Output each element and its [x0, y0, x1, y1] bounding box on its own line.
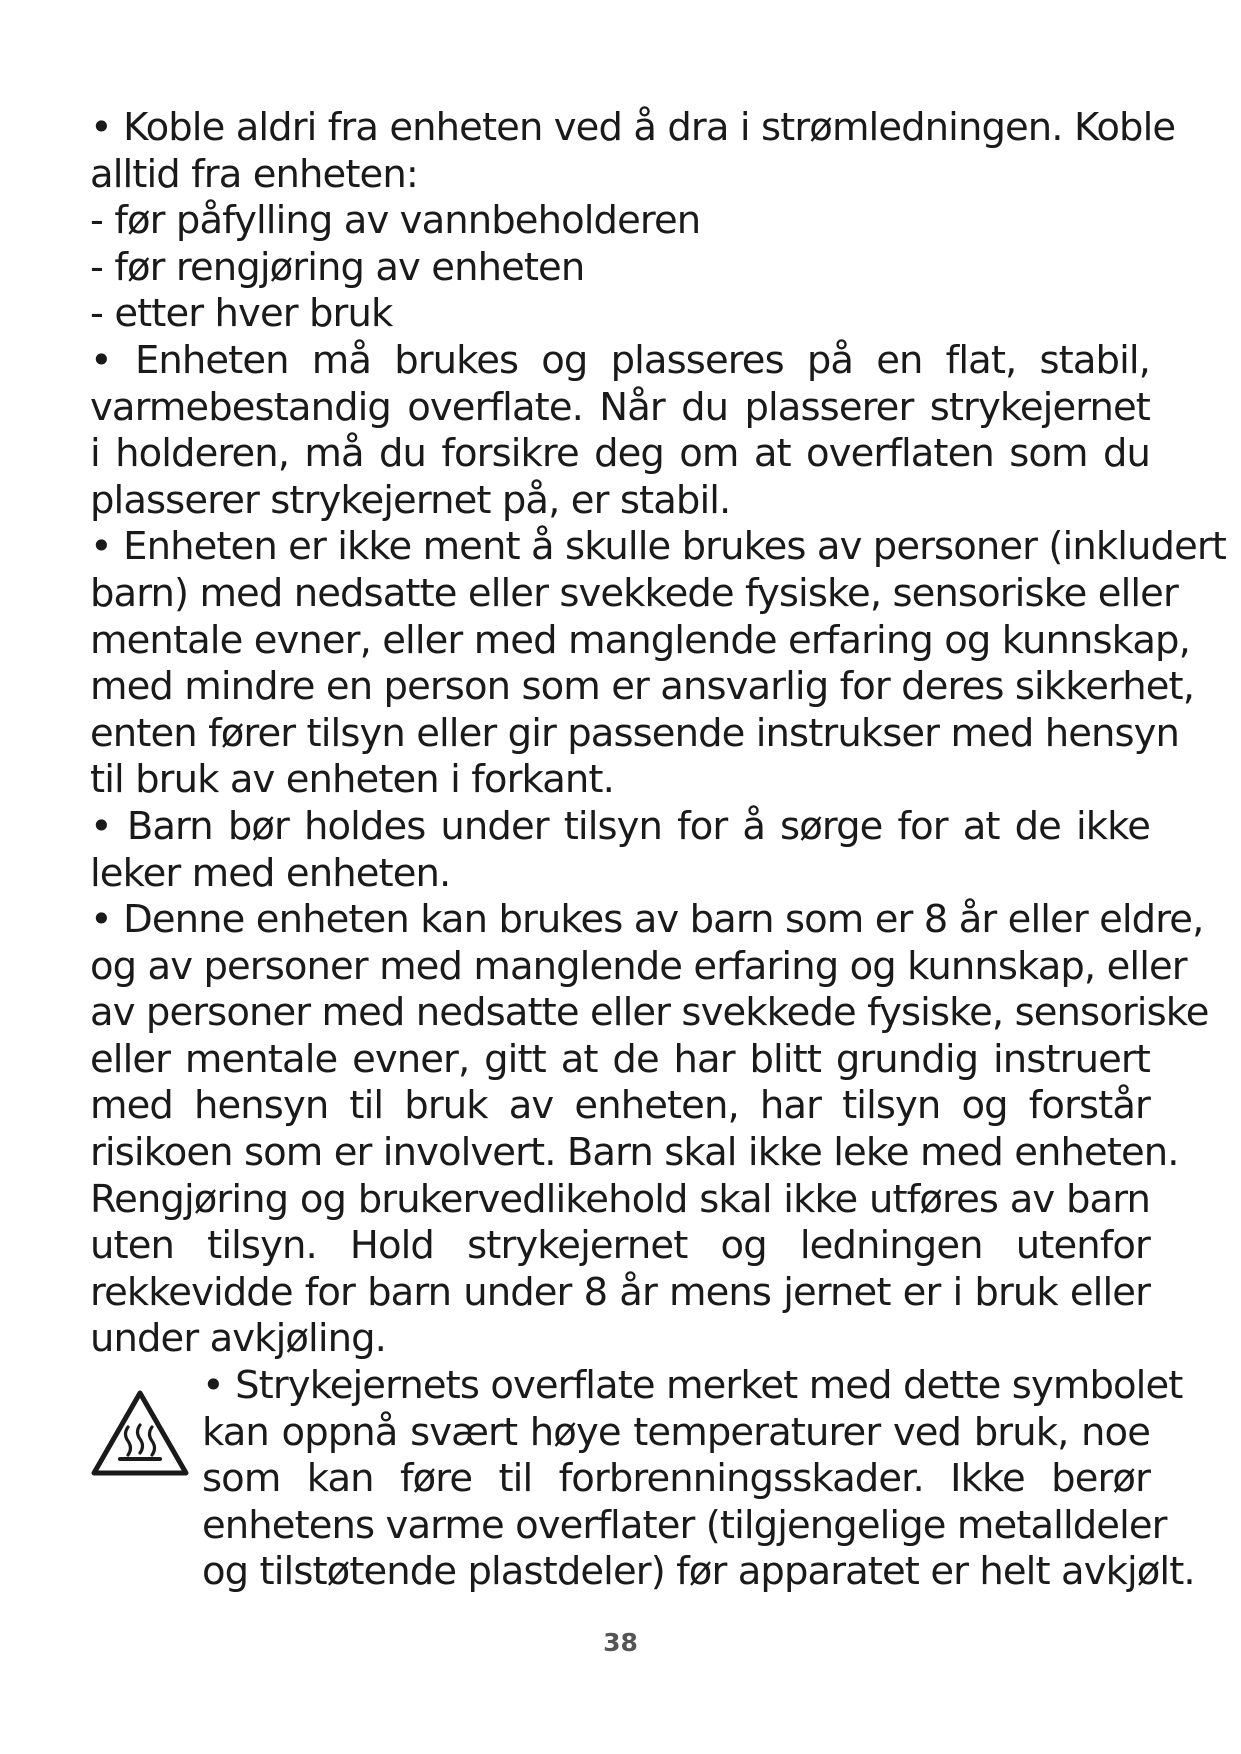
- document-body: [90, 105, 1226, 1596]
- text-line: varmebestandig overflate. Når du plasserer strykejernet: [90, 384, 1150, 430]
- text-line: eller mentale evner, gitt at de har blitt grundig instruert: [90, 1036, 1150, 1082]
- page-number: 38: [603, 1628, 638, 1657]
- text-line: Rengjøring og brukervedlikehold skal ikke utføres av barn: [90, 1176, 1150, 1222]
- text-line: i holderen, må du forsikre deg om at overflaten som du: [90, 431, 1150, 477]
- text-line: enten fører tilsyn eller gir passende instrukser med hensyn: [90, 710, 1180, 756]
- warning-text: [202, 1363, 1195, 1596]
- text-line: og av personer med manglende erfaring og kunnskap, eller: [90, 943, 1187, 989]
- list-item: - før rengjøring av enheten: [90, 244, 585, 290]
- text-line: • Denne enheten kan brukes av barn som er 8 år eller eldre,: [90, 897, 1204, 943]
- text-line: og tilstøtende plastdeler) før apparatet er helt avkjølt.: [202, 1549, 1195, 1595]
- text-line: • Strykejernets overflate merket med dette symbolet: [202, 1363, 1183, 1409]
- text-line: som kan føre til forbrenningsskader. Ikke berør: [202, 1456, 1150, 1502]
- text-line: alltid fra enheten:: [90, 151, 418, 197]
- text-line: til bruk av enheten i forkant.: [90, 757, 614, 803]
- hot-surface-warning-icon: [90, 1389, 190, 1477]
- text-line: under avkjøling.: [90, 1316, 386, 1362]
- text-line: med hensyn til bruk av enheten, har tilsyn og forstår: [90, 1083, 1150, 1129]
- text-line: kan oppnå svært høye temperaturer ved bruk, noe: [202, 1409, 1150, 1455]
- text-line: uten tilsyn. Hold strykejernet og ledningen utenfor: [90, 1223, 1150, 1269]
- text-line: • Enheten må brukes og plasseres på en flat, stabil,: [90, 337, 1150, 383]
- hot-surface-warning: [90, 1363, 1195, 1596]
- text-line: plasserer strykejernet på, er stabil.: [90, 477, 731, 523]
- text-line: • Enheten er ikke ment å skulle brukes av personer (inkludert: [90, 524, 1226, 570]
- text-line: leker med enheten.: [90, 850, 451, 896]
- text-line: med mindre en person som er ansvarlig for deres sikkerhet,: [90, 664, 1195, 710]
- text-line: enhetens varme overflater (tilgjengelige metalldeler: [202, 1502, 1167, 1548]
- text-line: mentale evner, eller med manglende erfaring og kunnskap,: [90, 617, 1190, 663]
- text-line: risikoen som er involvert. Barn skal ikke leke med enheten.: [90, 1130, 1179, 1176]
- list-item: - etter hver bruk: [90, 291, 393, 337]
- text-line: • Barn bør holdes under tilsyn for å sørge for at de ikke: [90, 803, 1150, 849]
- text-line: barn) med nedsatte eller svekkede fysiske, sensoriske eller: [90, 570, 1178, 616]
- text-line: av personer med nedsatte eller svekkede fysiske, sensoriske: [90, 990, 1209, 1036]
- text-line: rekkevidde for barn under 8 år mens jernet er i bruk eller: [90, 1269, 1150, 1315]
- text-line: • Koble aldri fra enheten ved å dra i strømledningen. Koble: [90, 105, 1176, 150]
- list-item: - før påfylling av vannbeholderen: [90, 198, 701, 244]
